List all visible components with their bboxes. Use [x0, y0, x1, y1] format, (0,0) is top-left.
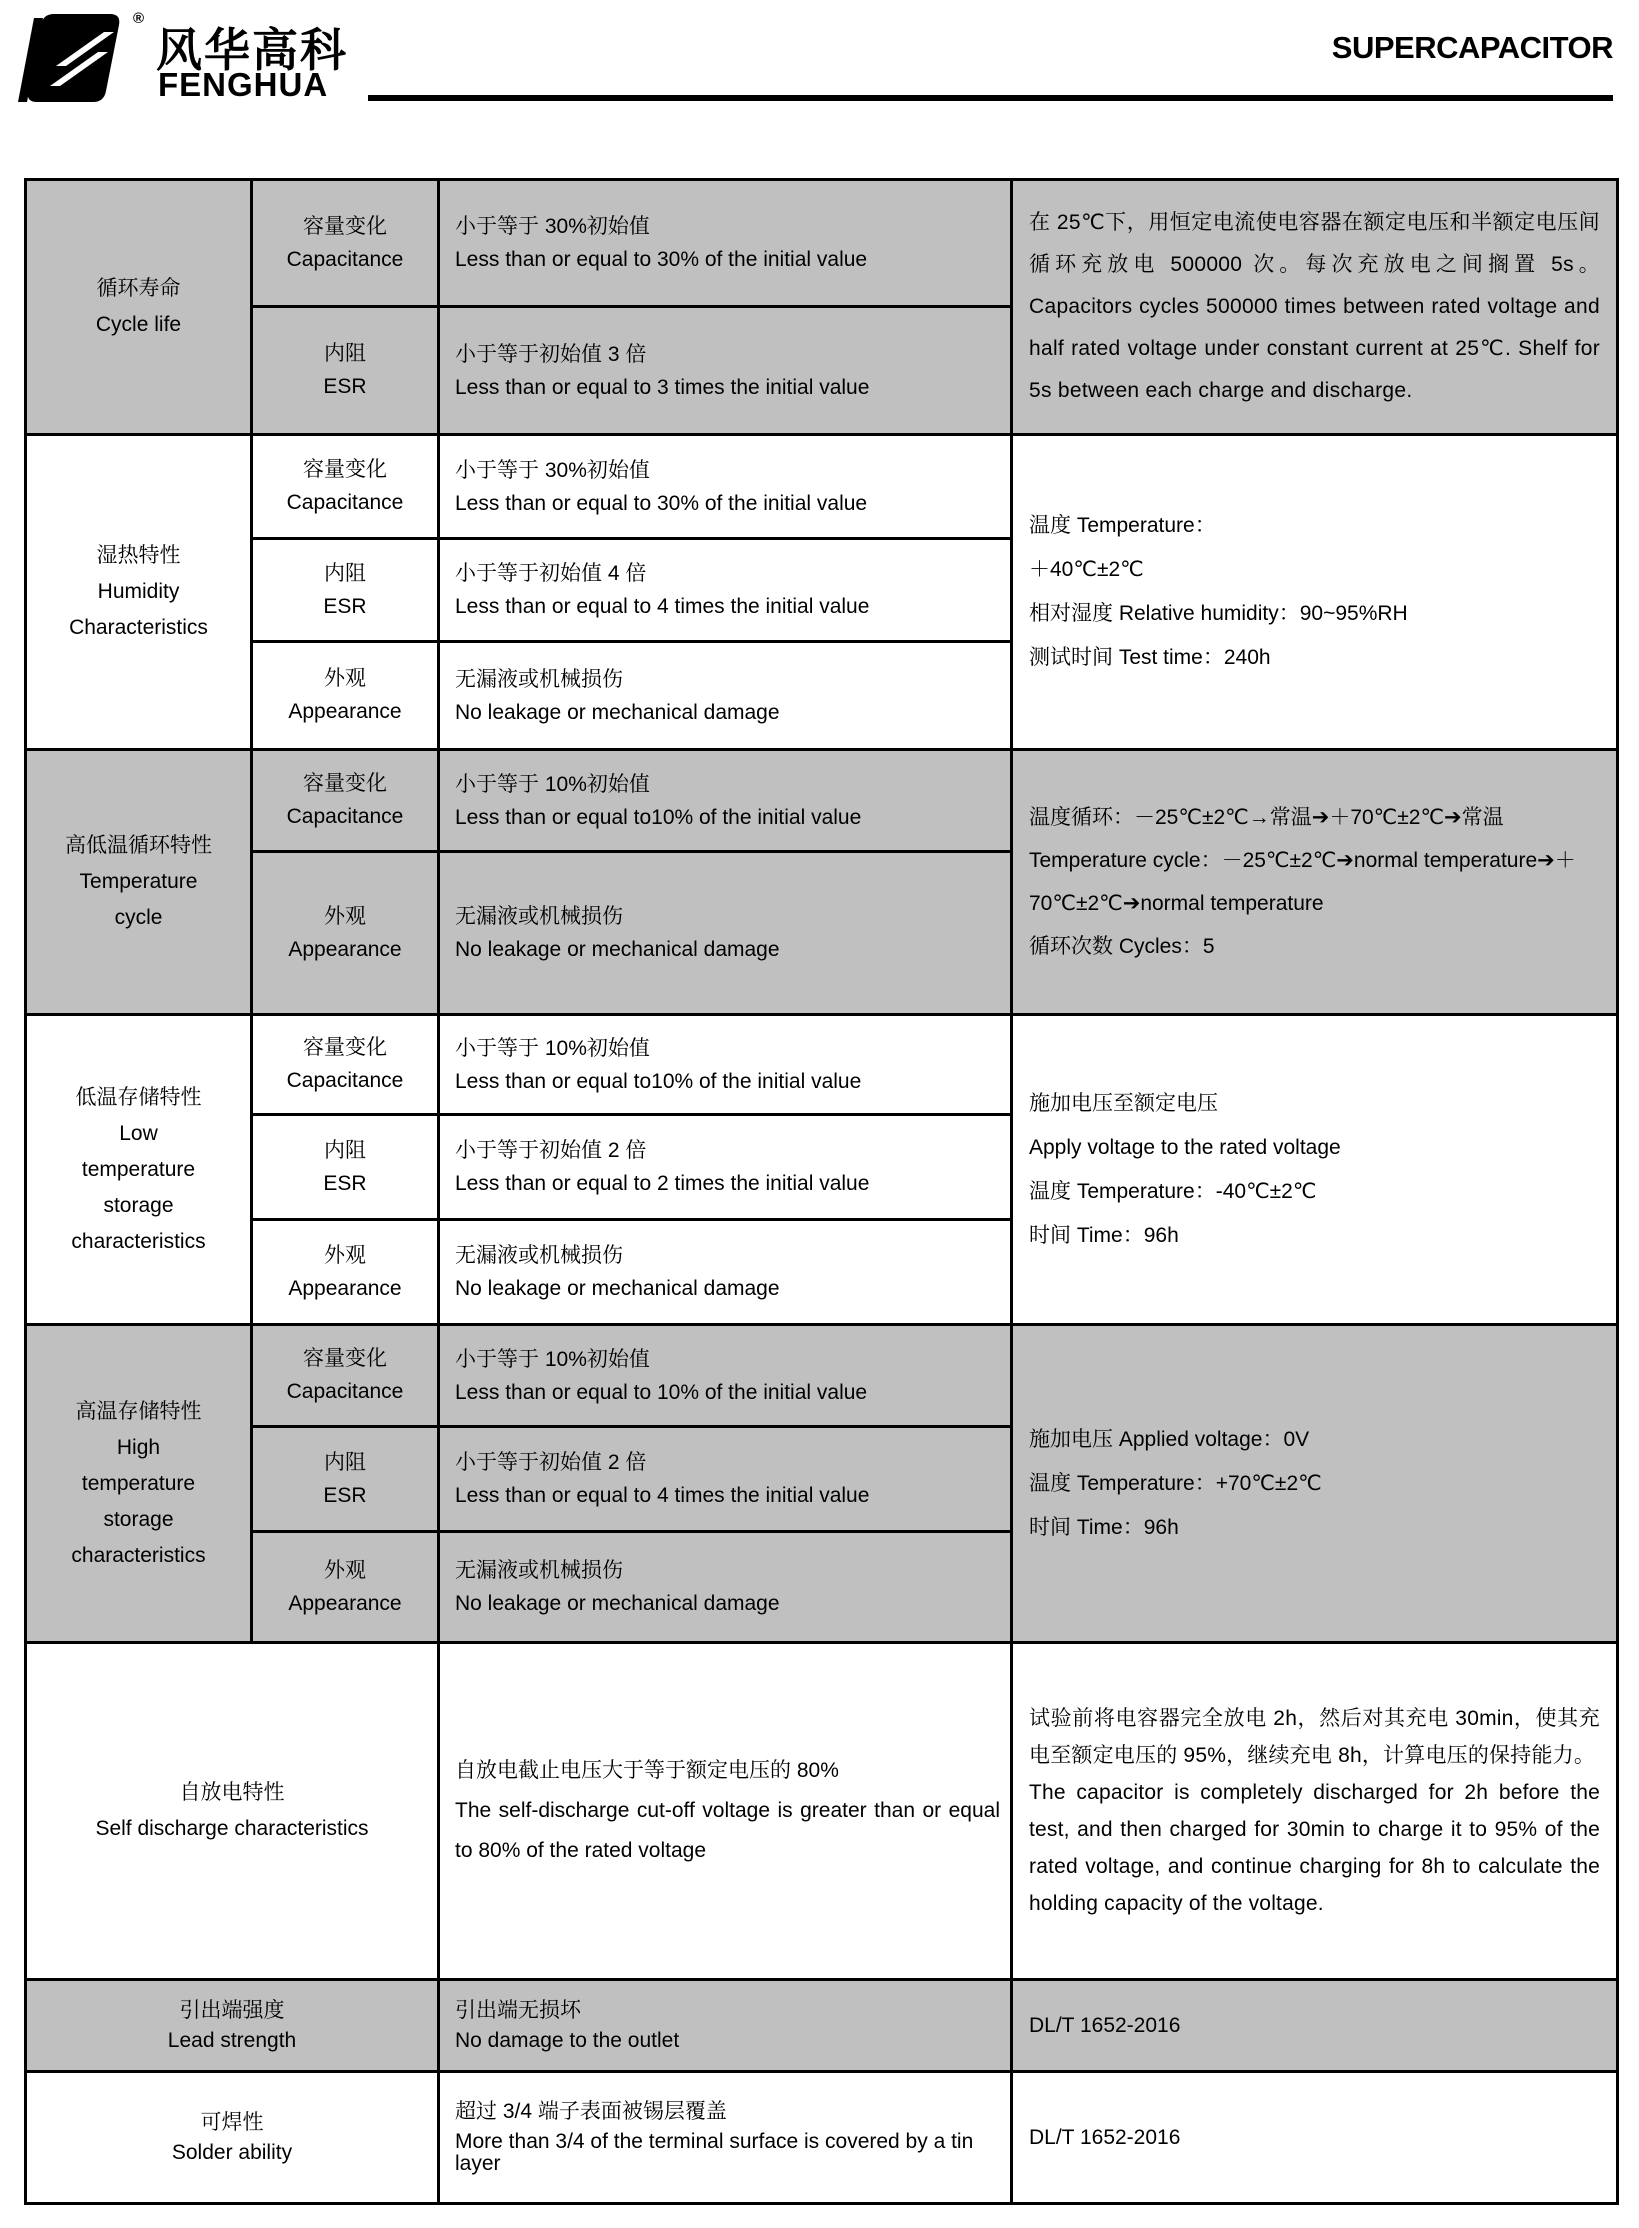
requirement-cell: [439, 642, 1012, 750]
text-line: 外观: [324, 667, 366, 690]
test-condition-low-temperature-storage: [1012, 1015, 1618, 1325]
section-label-self-discharge: [26, 1643, 439, 1980]
text-line: 容量变化: [303, 214, 387, 238]
text-line: ESR: [323, 1483, 367, 1507]
section-label-lead-strength: [26, 1980, 439, 2072]
requirement-zh: 小于等于 10%初始值: [455, 1036, 650, 1060]
requirement-en: Less than or equal to 4 times the initial value: [455, 595, 870, 618]
text-line: 内阻: [324, 342, 366, 365]
test-item-esr: [252, 307, 439, 435]
text-line: Low: [119, 1121, 158, 1145]
requirement-en: Less than or equal to10% of the initial value: [455, 1069, 862, 1093]
text-line: 自放电特性: [179, 1781, 285, 1804]
requirement-zh: 小于等于 30%初始值: [455, 215, 650, 238]
requirement-cell: [439, 539, 1012, 642]
text-line: storage: [103, 1193, 174, 1217]
test-item-appearance: [252, 1532, 439, 1643]
text-line: 内阻: [324, 1450, 366, 1474]
section-label-humidity: [26, 435, 252, 750]
test-item-capacitance: [252, 1015, 439, 1115]
requirement-en: Less than or equal to 10% of the initial value: [455, 1380, 868, 1404]
text-line: 容量变化: [303, 772, 387, 795]
text-line: Solder ability: [171, 2140, 293, 2164]
requirement-cell: [439, 1980, 1012, 2072]
requirement-zh: 小于等于 10%初始值: [455, 772, 650, 796]
requirement-en: Less than or equal to 2 times the initial value: [455, 1172, 870, 1195]
text-line: 温度循环：－25℃±2℃→常温➔＋70℃±2℃➔常温: [1029, 806, 1504, 829]
requirement-cell: [439, 307, 1012, 435]
requirement-zh: 无漏液或机械损伤: [455, 905, 623, 928]
text-line: 高低温循环特性: [65, 834, 212, 857]
test-item-esr: [252, 1427, 439, 1532]
requirement-cell: [439, 852, 1012, 1015]
text-line: 时间 Time：96h: [1029, 1223, 1179, 1247]
text-line: 循环寿命: [96, 277, 181, 300]
text-line: temperature: [81, 1157, 196, 1181]
requirement-zh: 小于等于初始值 2 倍: [455, 1139, 647, 1162]
text-line: Humidity: [97, 580, 180, 603]
requirement-zh: 小于等于 10%初始值: [455, 1347, 650, 1371]
text-line: Apply voltage to the rated voltage: [1029, 1135, 1341, 1159]
section-label-low-temperature-storage: [26, 1015, 252, 1325]
text-line: 外观: [324, 1243, 366, 1267]
text-line: More than 3/4 of the terminal surface is covered by a tin layer: [455, 2129, 974, 2175]
requirement-cell: [439, 1325, 1012, 1427]
text-line: 超过 3/4 端子表面被锡层覆盖: [455, 2099, 727, 2123]
requirement-cell: [439, 750, 1012, 852]
text-line: 施加电压至额定电压: [1029, 1091, 1218, 1115]
requirement-en: Less than or equal to 30% of the initial value: [455, 491, 868, 515]
text-line: 容量变化: [303, 458, 387, 481]
brand-name-english: FENGHUA: [158, 66, 329, 103]
test-item-capacitance: [252, 750, 439, 852]
text-line: Appearance: [288, 937, 402, 961]
text-line: Capacitance: [286, 1380, 404, 1403]
test-item-appearance: [252, 852, 439, 1015]
text-line: temperature: [81, 1471, 196, 1495]
test-condition-self-discharge: [1012, 1643, 1618, 1980]
test-condition-humidity: [1012, 435, 1618, 750]
requirement-en: Less than or equal to 3 times the initial value: [455, 375, 870, 399]
text-line: ESR: [323, 594, 367, 618]
text-line: 可焊性: [200, 2110, 264, 2134]
text-line: 内阻: [324, 1138, 366, 1162]
test-item-appearance: [252, 642, 439, 750]
test-item-appearance: [252, 1220, 439, 1325]
requirement-en: No leakage or mechanical damage: [455, 938, 780, 961]
fenghua-logo-icon: [12, 10, 132, 106]
section-label-solder-ability: [26, 2072, 439, 2204]
text-line: Cycle life: [95, 313, 182, 336]
requirement-zh: 无漏液或机械损伤: [455, 667, 623, 691]
requirement-cell: [439, 1115, 1012, 1220]
text-line: ESR: [323, 1171, 367, 1195]
requirement-en: Less than or equal to10% of the initial value: [455, 805, 862, 829]
requirement-cell: [439, 180, 1012, 307]
requirement-en: No leakage or mechanical damage: [455, 1277, 780, 1300]
standard-reference: DL/T 1652-2016: [1012, 1980, 1618, 2072]
requirement-cell: [439, 2072, 1012, 2204]
requirement-en: Less than or equal to 30% of the initial value: [455, 248, 868, 271]
requirement-zh: 小于等于初始值 3 倍: [455, 342, 647, 366]
text-line: 低温存储特性: [75, 1085, 202, 1109]
test-item-capacitance: [252, 435, 439, 539]
test-item-esr: [252, 539, 439, 642]
text-line: Appearance: [288, 1591, 402, 1615]
text-line: 高温存储特性: [75, 1399, 202, 1423]
condition-paragraph: 在 25℃下，用恒定电流使电容器在额定电压和半额定电压间循环充放电 500000 次。每次充放电之间搁置 5s。Capacitors cycles 500000 times between rated voltage and half rated voltage under constant current at 25℃. Shelf for 5s between each charge and discharge.: [1029, 211, 1600, 402]
section-label-temperature-cycle: [26, 750, 252, 1015]
text-line: 引出端无损坏: [455, 1998, 581, 2022]
text-line: storage: [103, 1507, 174, 1531]
requirement-cell: [439, 1532, 1012, 1643]
test-condition-cycle-life: [1012, 180, 1618, 435]
text-line: No damage to the outlet: [455, 2028, 680, 2052]
text-line: ESR: [323, 375, 367, 398]
requirement-en: No leakage or mechanical damage: [455, 1592, 780, 1615]
text-line: 时间 Time：96h: [1029, 1515, 1179, 1539]
characteristics-table: [24, 178, 1619, 2205]
test-condition-temperature-cycle: [1012, 750, 1618, 1015]
text-line: Temperature cycle：－25℃±2℃➔normal temperature➔＋70℃±2℃➔normal temperature: [1029, 849, 1576, 915]
requirement-cell: [439, 1220, 1012, 1325]
text-line: 外观: [324, 904, 366, 928]
text-line: Appearance: [288, 700, 402, 723]
text-line: Appearance: [288, 1276, 402, 1300]
requirement-cell: [439, 1427, 1012, 1532]
requirement-zh: 小于等于初始值 4 倍: [455, 562, 647, 585]
section-label-cycle-life: [26, 180, 252, 435]
text-line: 容量变化: [303, 1347, 387, 1370]
text-line: High: [116, 1435, 161, 1459]
requirement-zh: 小于等于初始值 2 倍: [455, 1451, 647, 1474]
text-line: Capacitance: [286, 1069, 404, 1092]
text-line: ＋40℃±2℃: [1029, 558, 1144, 581]
page-header: [0, 0, 1639, 140]
text-line: Lead strength: [167, 2028, 297, 2052]
text-line: 容量变化: [303, 1036, 387, 1059]
requirement-en: Less than or equal to 4 times the initial value: [455, 1484, 870, 1507]
requirement-en: No leakage or mechanical damage: [455, 700, 780, 724]
text-line: Capacitance: [286, 805, 404, 828]
text-line: characteristics: [71, 1543, 206, 1567]
text-line: cycle: [114, 906, 163, 929]
test-item-esr: [252, 1115, 439, 1220]
section-label-high-temperature-storage: [26, 1325, 252, 1643]
text-line: 施加电压 Applied voltage：0V: [1029, 1427, 1310, 1451]
text-line: 温度 Temperature：: [1029, 514, 1216, 537]
text-line: 相对湿度 Relative humidity：90~95%RH: [1029, 602, 1408, 625]
requirement-zh: 小于等于 30%初始值: [455, 458, 650, 482]
text-line: 内阻: [324, 561, 366, 585]
requirement-cell: [439, 1643, 1012, 1980]
text-line: Capacitance: [286, 247, 404, 271]
requirement-cell: [439, 1015, 1012, 1115]
requirement-zh: 无漏液或机械损伤: [455, 1559, 623, 1582]
requirement-en: The self-discharge cut-off voltage is greater than or equal to 80% of the rated voltage: [455, 1799, 1000, 1862]
document-title: SUPERCAPACITOR: [1331, 30, 1613, 65]
text-line: Characteristics: [69, 616, 208, 639]
test-item-capacitance: [252, 180, 439, 307]
requirement-zh: 自放电截止电压大于等于额定电压的 80%: [455, 1759, 839, 1782]
text-line: 循环次数 Cycles：5: [1029, 935, 1215, 958]
text-line: Temperature: [79, 870, 198, 893]
text-line: 湿热特性: [96, 544, 181, 567]
text-line: 温度 Temperature：+70℃±2℃: [1029, 1471, 1322, 1495]
test-item-capacitance: [252, 1325, 439, 1427]
brand-name-chinese: 风华高科: [156, 24, 348, 76]
text-line: 测试时间 Test time：240h: [1029, 646, 1271, 669]
requirement-zh: 无漏液或机械损伤: [455, 1244, 623, 1267]
text-line: 引出端强度: [179, 1998, 285, 2022]
text-line: characteristics: [71, 1229, 206, 1253]
text-line: Capacitance: [286, 491, 404, 514]
text-line: 温度 Temperature：-40℃±2℃: [1029, 1179, 1317, 1203]
text-line: Self discharge characteristics: [95, 1817, 369, 1840]
test-condition-high-temperature-storage: [1012, 1325, 1618, 1643]
text-line: 外观: [324, 1558, 366, 1582]
condition-paragraph-zh: 试验前将电容器完全放电 2h，然后对其充电 30min，使其充电至额定电压的 95%，继续充电 8h，计算电压的保持能力。: [1029, 1707, 1600, 1767]
header-divider: [368, 95, 1613, 101]
condition-paragraph-en: The capacitor is completely discharged for 2h before the test, and then charged for 30min to charge it to 95% of the rated voltage, and continue charging for 8h to calculate the holding capacity of the voltage.: [1029, 1781, 1600, 1915]
standard-reference: DL/T 1652-2016: [1012, 2072, 1618, 2204]
requirement-cell: [439, 435, 1012, 539]
registered-trademark-icon: ®: [133, 10, 145, 27]
